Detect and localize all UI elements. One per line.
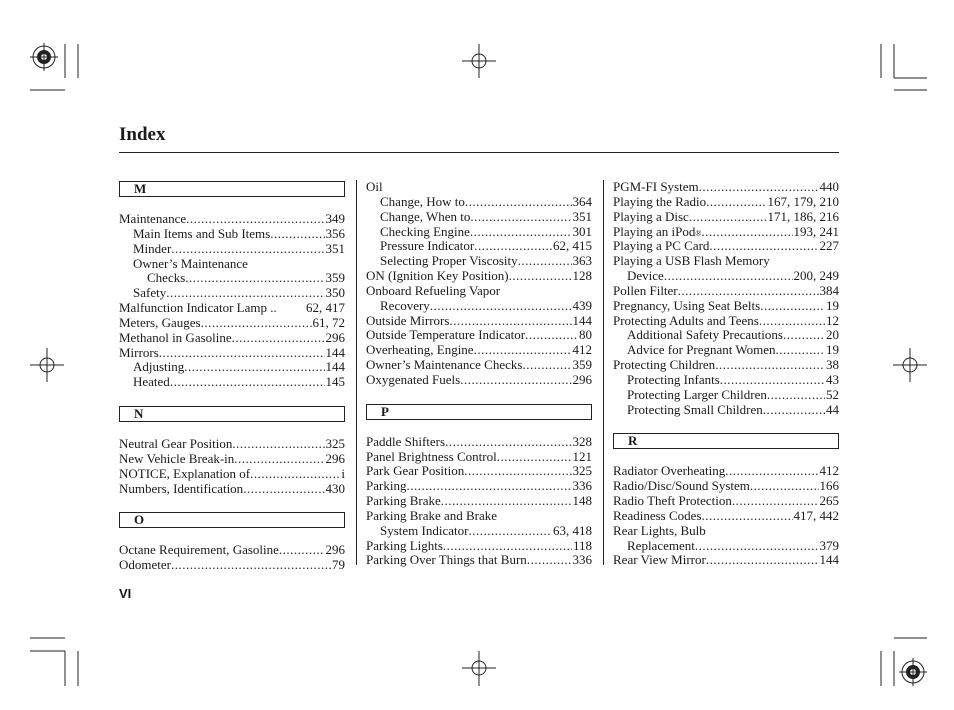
dot-leader (525, 328, 578, 343)
entry-label: Playing a Disc (613, 208, 689, 224)
entry-label: Checks (147, 270, 186, 286)
page-number: VI (119, 586, 132, 601)
entry-label: Panel Brightness Control (366, 448, 497, 464)
entry-page-ref: 128 (572, 268, 592, 284)
entry-label: Additional Safety Precautions (627, 327, 783, 343)
index-entry (613, 328, 839, 343)
entry-page-ref: 44 (826, 401, 839, 417)
dot-leader (232, 331, 325, 346)
entry-page-ref: 412 (819, 463, 839, 479)
entry-label: Rear View Mirror (613, 552, 706, 568)
entry-label: Oil (366, 179, 383, 194)
entry-label: Odometer (119, 557, 171, 573)
index-entry (366, 479, 592, 494)
entry-page-ref: 144 (819, 552, 839, 568)
entry-page-ref: 61, 72 (312, 314, 345, 330)
entry-label: Parking Brake and Brake (366, 507, 498, 523)
section-letter-header: O (119, 512, 345, 528)
dot-leader (763, 403, 825, 418)
index-entry (613, 358, 839, 373)
dot-leader (706, 195, 766, 210)
index-entry: Playing an iPod ® ..... 193, 241 (613, 225, 839, 240)
entry-page-ref: 440 (819, 179, 839, 194)
index-entry (119, 242, 345, 257)
entry-label: Outside Temperature Indicator (366, 327, 526, 343)
entry-label: Rear Lights, Bulb (613, 522, 706, 538)
index-column-2 (366, 180, 592, 568)
index-entry (366, 210, 592, 225)
index-entry (613, 524, 839, 539)
index-entry (613, 479, 839, 494)
entry-page-ref: 301 (572, 223, 592, 239)
entry-page-ref: 325 (325, 435, 345, 451)
index-entry (366, 343, 592, 358)
entry-label: Advice for Pregnant Women (627, 342, 776, 358)
entry-page-ref: 351 (325, 240, 345, 256)
index-entry (366, 464, 592, 479)
entry-label: Pregnancy, Using Seat Belts (613, 297, 761, 313)
entry-page-ref: 193, 241 (793, 223, 839, 239)
index-entry (366, 373, 592, 388)
dot-leader (468, 524, 552, 539)
dot-leader (234, 452, 324, 467)
entry-page-ref: 350 (325, 285, 345, 301)
index-entry (119, 437, 345, 452)
entry-label: Playing a PC Card (613, 238, 710, 254)
entry-page-ref: 79 (332, 557, 345, 573)
index-entry (366, 239, 592, 254)
entry-label: Playing a USB Flash Memory (613, 253, 770, 269)
entry-label: Paddle Shifters (366, 433, 446, 449)
index-entry (613, 539, 839, 554)
entry-label: Parking Over Things that Burn (366, 552, 527, 568)
entry-label: Pollen Filter (613, 282, 678, 298)
index-entry (119, 331, 345, 346)
index-entry (613, 494, 839, 509)
dot-leader (767, 388, 825, 403)
entry-label: Checking Engine (380, 223, 470, 239)
entry-page-ref: 43 (826, 371, 839, 387)
index-entry (613, 180, 839, 195)
dot-leader (783, 328, 825, 343)
index-entry (366, 450, 592, 465)
entry-label: Neutral Gear Position (119, 435, 233, 451)
section-gap (119, 496, 345, 511)
entry-label: New Vehicle Break-in (119, 450, 235, 466)
entry-label: Adjusting (133, 359, 185, 375)
dot-leader (497, 450, 572, 465)
entry-label: Safety (133, 285, 167, 301)
index-entry (613, 299, 839, 314)
dot-leader (699, 180, 819, 195)
entry-label: Device (627, 268, 664, 284)
dot-leader (706, 553, 819, 568)
dot-leader (522, 358, 571, 373)
entry-page-ref: 121 (572, 448, 592, 464)
entry-page-ref: 412 (572, 342, 592, 358)
dot-leader (460, 373, 571, 388)
dot-leader (709, 239, 818, 254)
dot-leader (441, 494, 572, 509)
entry-label: Protecting Children (613, 357, 716, 373)
index-entry (119, 482, 345, 497)
index-entry (613, 254, 839, 269)
entry-label: Mirrors (119, 344, 159, 360)
entry-page-ref: 38 (826, 357, 839, 373)
entry-page-ref: 296 (325, 542, 345, 558)
entry-page-ref: 379 (819, 537, 839, 553)
entry-label: Selecting Proper Viscosity (380, 253, 518, 269)
entry-label: Parking Brake (366, 493, 441, 509)
dot-leader (664, 269, 793, 284)
entry-page-ref: i (341, 465, 345, 481)
entry-page-ref: 265 (819, 493, 839, 509)
entry-page-ref: 200, 249 (793, 268, 839, 284)
entry-label: Playing the Radio (613, 193, 707, 209)
entry-page-ref: 148 (572, 493, 592, 509)
entry-page-ref: 349 (325, 211, 345, 226)
index-entry (366, 328, 592, 343)
section-gap (366, 388, 592, 403)
entry-label: Change, When to (380, 208, 471, 224)
dot-leader (166, 286, 324, 301)
dot-leader (443, 539, 572, 554)
index-entry (366, 494, 592, 509)
dot-leader (449, 314, 571, 329)
index-entry (119, 271, 345, 286)
entry-page-ref: 227 (819, 238, 839, 254)
entry-label: Playing an iPod (613, 223, 696, 239)
dot-leader (689, 210, 767, 225)
entry-label: NOTICE, Explanation of (119, 465, 251, 481)
entry-label: Owner’s Maintenance Checks (366, 357, 523, 373)
index-entry (119, 452, 345, 467)
index-entry (366, 435, 592, 450)
index-entry (119, 257, 345, 272)
index-entry (366, 180, 592, 195)
index-entry (613, 239, 839, 254)
entry-page-ref: 19 (826, 342, 839, 358)
entry-label: Protecting Adults and Teens (613, 312, 759, 328)
section-letter-header: M (119, 181, 345, 197)
entry-page-ref: 80 (579, 327, 592, 343)
entry-label: Meters, Gauges (119, 314, 201, 330)
dot-leader (750, 479, 819, 494)
entry-label: Owner’s Maintenance (133, 255, 248, 271)
title-rule (119, 152, 839, 153)
dot-leader (518, 254, 572, 269)
entry-page-ref: 63, 418 (553, 522, 592, 538)
index-entry (613, 403, 839, 418)
index-entry (119, 375, 345, 390)
entry-label: Recovery (380, 297, 430, 313)
index-entry (613, 553, 839, 568)
dot-leader (171, 242, 324, 257)
index-entry (613, 269, 839, 284)
dot-leader (715, 358, 825, 373)
dot-leader (279, 543, 325, 558)
entry-page-ref: 145 (325, 374, 345, 390)
dot-leader (701, 225, 792, 240)
entry-page-ref: 167, 179, 210 (767, 193, 839, 209)
dot-leader (185, 271, 324, 286)
entry-page-ref: 328 (572, 433, 592, 449)
section-gap (613, 418, 839, 433)
entry-page-ref: 439 (572, 297, 592, 313)
entry-label: Radio/Disc/Sound System (613, 478, 750, 494)
section-letter-header: R (613, 433, 839, 449)
dot-leader (171, 558, 331, 573)
column-divider (603, 180, 604, 565)
index-entry (613, 388, 839, 403)
dot-leader (464, 464, 571, 479)
entry-label: Replacement (627, 537, 695, 553)
index-entry (119, 543, 345, 558)
index-entry (613, 509, 839, 524)
entry-label: Overheating, Engine (366, 342, 474, 358)
entry-page-ref: 363 (572, 253, 592, 269)
section-letter-header: N (119, 406, 345, 422)
dot-leader (695, 539, 819, 554)
dot-leader (250, 467, 340, 482)
entry-label: Park Gear Position (366, 463, 465, 479)
entry-page-ref: 144 (325, 344, 345, 360)
entry-label: Methanol in Gasoline (119, 329, 232, 345)
entry-label: Readiness Codes (613, 507, 702, 523)
index-entry (366, 195, 592, 210)
entry-label: Outside Mirrors (366, 312, 450, 328)
entry-label: Onboard Refueling Vapor (366, 282, 501, 298)
entry-page-ref: 52 (826, 386, 839, 402)
entry-label: Parking Lights (366, 537, 443, 553)
entry-label: Numbers, Identification (119, 480, 244, 496)
page-title: Index (119, 124, 166, 145)
column-divider (356, 180, 357, 565)
entry-page-ref: 144 (325, 359, 345, 375)
index-entry (613, 284, 839, 299)
entry-label: Protecting Infants (627, 371, 720, 387)
entry-page-ref: 336 (572, 478, 592, 494)
entry-page-ref: 359 (572, 357, 592, 373)
entry-label: ON (Ignition Key Position) (366, 268, 509, 284)
dot-leader (186, 212, 324, 227)
entry-page-ref: 384 (819, 282, 839, 298)
index-entry (366, 539, 592, 554)
entry-page-ref: 296 (325, 329, 345, 345)
entry-page-ref: 325 (572, 463, 592, 479)
entry-page-ref: 296 (325, 450, 345, 466)
entry-label: Main Items and Sub Items (133, 225, 271, 241)
entry-page-ref: 336 (572, 552, 592, 568)
dot-leader (474, 239, 552, 254)
dot-leader (509, 269, 572, 284)
index-entry (613, 195, 839, 210)
section-gap (119, 390, 345, 405)
entry-page-ref: 12 (826, 312, 839, 328)
dot-leader (470, 225, 572, 240)
entry-label: Heated (133, 374, 170, 390)
entry-page-ref: 62, 417 (306, 300, 345, 316)
dot-leader (201, 316, 312, 331)
dot-leader (445, 435, 571, 450)
index-entry (366, 553, 592, 568)
dot-leader (776, 343, 825, 358)
entry-label: Parking (366, 478, 407, 494)
index-entry (366, 524, 592, 539)
entry-page-ref: 296 (572, 371, 592, 387)
entry-label: Radio Theft Protection (613, 493, 732, 509)
entry-label: Malfunction Indicator Lamp .. (119, 300, 277, 316)
dot-leader (170, 375, 325, 390)
dot-leader (678, 284, 819, 299)
dot-leader (270, 227, 324, 242)
index-entry (613, 314, 839, 329)
entry-page-ref: 351 (572, 208, 592, 224)
index-entry (366, 284, 592, 299)
index-column-1 (119, 180, 345, 573)
entry-page-ref: 118 (572, 537, 592, 553)
index-entry (119, 301, 345, 316)
entry-page-ref: 417, 442 (793, 507, 839, 523)
index-entry (119, 558, 345, 573)
dot-leader (474, 343, 572, 358)
dot-leader (159, 346, 325, 361)
entry-label: Protecting Small Children (627, 401, 763, 417)
dot-leader (406, 479, 571, 494)
entry-page-ref: 144 (572, 312, 592, 328)
entry-page-ref: 62, 415 (553, 238, 592, 254)
dot-leader (430, 299, 572, 314)
index-entry (366, 509, 592, 524)
index-entry (366, 358, 592, 373)
entry-label: System Indicator (380, 522, 469, 538)
dot-leader (232, 437, 324, 452)
index-entry (119, 360, 345, 375)
entry-label: PGM-FI System (613, 179, 699, 194)
index-entry (366, 225, 592, 240)
index-entry (613, 343, 839, 358)
section-letter-header: P (366, 404, 592, 420)
entry-label: Oxygenated Fuels (366, 371, 461, 387)
dot-leader (759, 314, 825, 329)
index-entry (366, 269, 592, 284)
index-entry (119, 212, 345, 227)
index-entry (119, 227, 345, 242)
dot-leader (465, 195, 572, 210)
entry-page-ref: 359 (325, 270, 345, 286)
entry-page-ref: 171, 186, 216 (767, 208, 839, 224)
index-entry (119, 286, 345, 301)
index-entry (366, 314, 592, 329)
dot-leader (720, 373, 825, 388)
dot-leader (184, 360, 324, 375)
entry-label: Octane Requirement, Gasoline (119, 542, 279, 558)
entry-label: Radiator Overheating (613, 463, 726, 479)
dot-leader (701, 509, 792, 524)
index-entry (119, 467, 345, 482)
index-entry (366, 254, 592, 269)
entry-page-ref: 19 (826, 297, 839, 313)
index-entry (613, 373, 839, 388)
dot-leader (725, 464, 818, 479)
index-column-3 (613, 180, 839, 568)
entry-page-ref: 430 (325, 480, 345, 496)
dot-leader (243, 482, 324, 497)
index-entry (613, 210, 839, 225)
entry-label: Protecting Larger Children (627, 386, 767, 402)
index-entry (119, 346, 345, 361)
dot-leader (732, 494, 819, 509)
entry-page-ref: 364 (572, 193, 592, 209)
dot-leader (470, 210, 571, 225)
dot-leader (527, 553, 572, 568)
index-entry (366, 299, 592, 314)
entry-label: Change, How to (380, 193, 465, 209)
index-entry (613, 464, 839, 479)
entry-label: Pressure Indicator (380, 238, 475, 254)
entry-label: Minder (133, 240, 172, 256)
entry-page-ref: 356 (325, 225, 345, 241)
entry-page-ref: 166 (819, 478, 839, 494)
index-entry (119, 316, 345, 331)
dot-leader (760, 299, 825, 314)
entry-label: Maintenance (119, 211, 187, 226)
entry-page-ref: 20 (826, 327, 839, 343)
